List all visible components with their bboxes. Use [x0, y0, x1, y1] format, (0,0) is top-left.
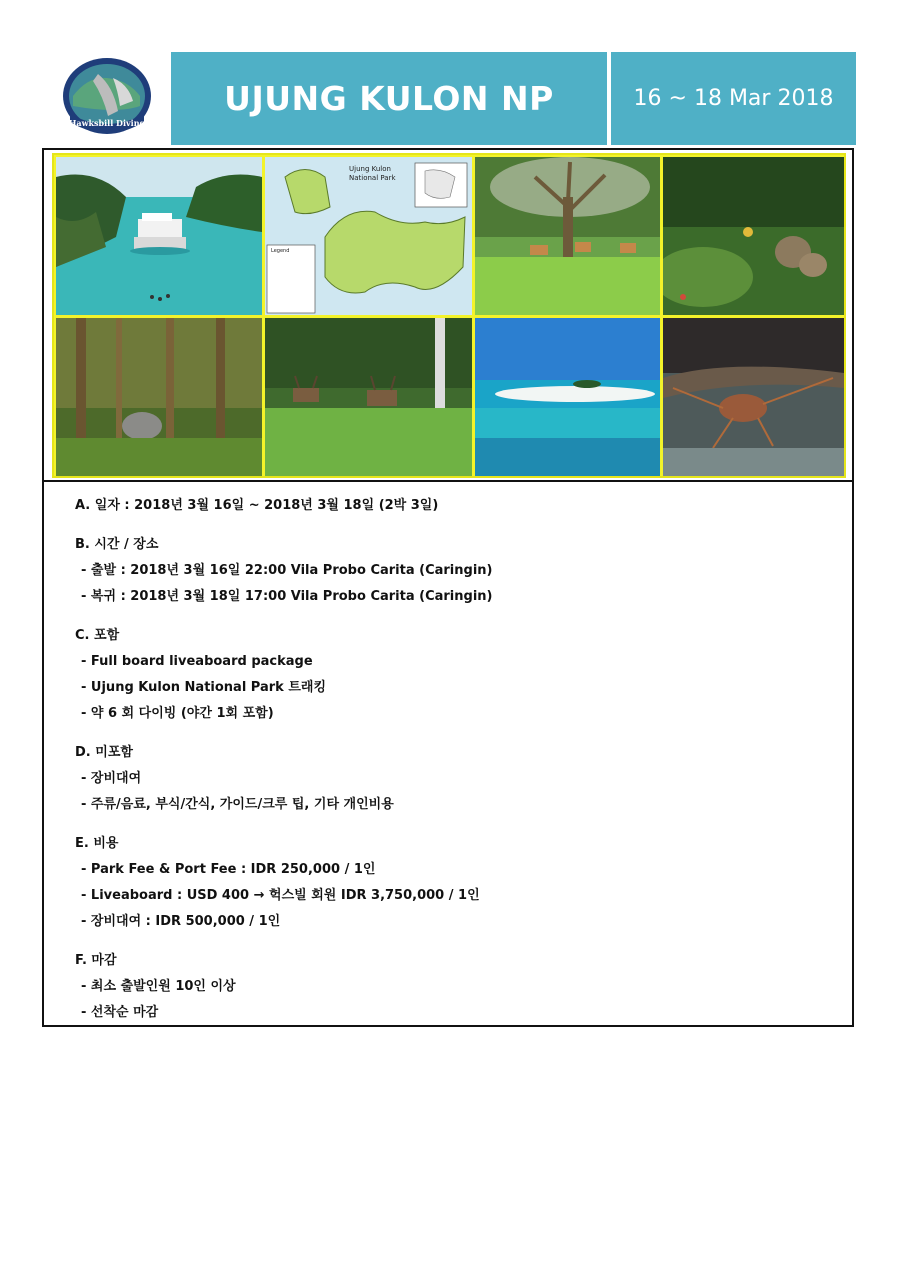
list-item: - Ujung Kulon National Park 트래킹 — [81, 680, 327, 695]
photo-tree-banteng — [475, 157, 660, 315]
logo-text: Hawksbill Diving — [68, 118, 146, 128]
section-a-heading: A. 일자 : 2018년 3월 16일 ~ 2018년 3월 18일 (2박 3일) — [75, 498, 439, 513]
section-f-heading: F. 마감 — [75, 953, 117, 968]
photo-park-map — [265, 157, 472, 315]
list-item: - 약 6 회 다이빙 (야간 1회 포함) — [81, 706, 274, 721]
photo-monkeys — [663, 157, 844, 315]
photo-collage — [52, 153, 846, 478]
list-item: - Liveaboard : USD 400 → 헉스빌 회원 IDR 3,750,000 / 1인 — [81, 888, 480, 903]
photo-rhino — [56, 318, 262, 476]
list-item: - Park Fee & Port Fee : IDR 250,000 / 1인 — [81, 862, 376, 877]
list-item: - 최소 출발인원 10인 이상 — [81, 979, 236, 994]
list-item: - 주류/음료, 부식/간식, 가이드/크루 팁, 기타 개인비용 — [81, 797, 394, 812]
list-item: - 장비대여 : IDR 500,000 / 1인 — [81, 914, 281, 929]
list-item: - Full board liveaboard package — [81, 654, 313, 669]
map-legend-title: Legend — [271, 248, 290, 254]
hawksbill-logo — [58, 56, 156, 142]
list-item: - 선착순 마감 — [81, 1005, 159, 1020]
photo-boat-river — [56, 157, 262, 315]
trip-details — [75, 493, 795, 1026]
photo-sandbar — [475, 318, 660, 476]
section-d-heading: D. 미포함 — [75, 745, 133, 760]
trip-date: 16 ~ 18 Mar 2018 — [633, 86, 834, 111]
title-banner — [171, 52, 607, 145]
divider-line — [44, 480, 852, 482]
section-e-heading: E. 비용 — [75, 836, 119, 851]
section-b-heading: B. 시간 / 장소 — [75, 537, 159, 552]
section-c-heading: C. 포함 — [75, 628, 120, 643]
photo-lobster — [663, 318, 844, 476]
page-title: UJUNG KULON NP — [224, 79, 554, 118]
photo-deer — [265, 318, 472, 476]
list-item: - 복귀 : 2018년 3월 18일 17:00 Vila Probo Carita (Caringin) — [81, 589, 493, 604]
map-title: Ujung Kulon National Park — [349, 165, 396, 182]
list-item: - 출발 : 2018년 3월 16일 22:00 Vila Probo Carita (Caringin) — [81, 563, 493, 578]
date-banner — [611, 52, 856, 145]
list-item: - 장비대여 — [81, 771, 142, 786]
